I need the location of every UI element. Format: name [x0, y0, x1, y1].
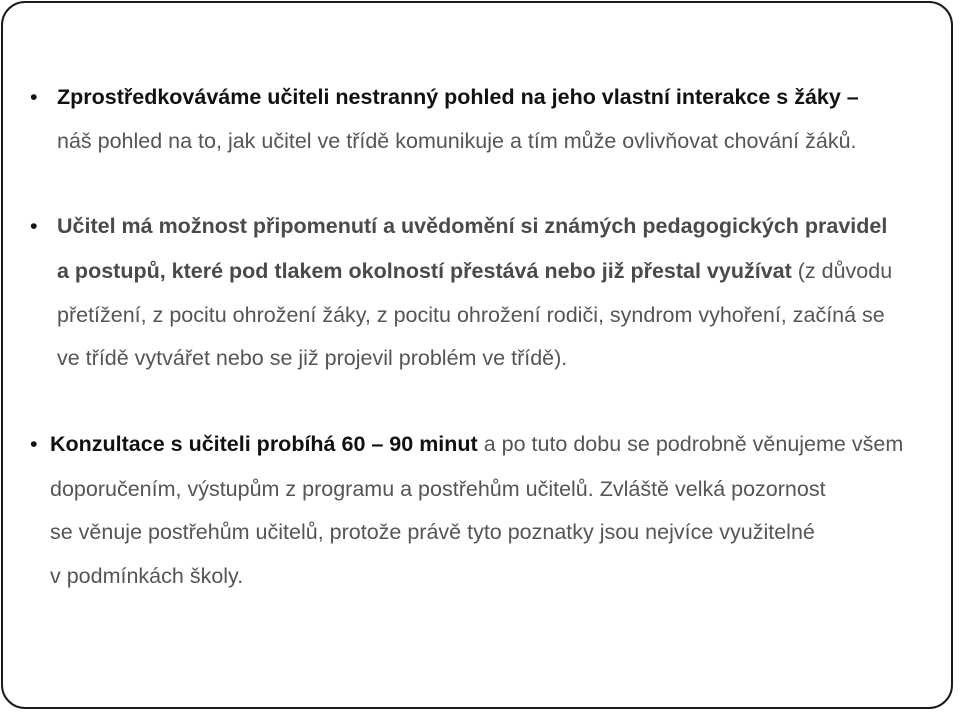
bullet2-line3: přetížení, z pocitu ohrožení žáky, z pocitu ohrožení rodiči, syndrom vyhoření, začíná se: [57, 303, 885, 327]
bullet3-line1-bold: Konzultace s učiteli probíhá 60 – 90 minut: [50, 432, 478, 456]
bullet2-line2-rest: (z důvodu: [791, 259, 893, 283]
bullet2-line2-bold: a postupů, které pod tlakem okolností přestává nebo již přestal využívat: [57, 259, 792, 283]
bullet2-line4: ve třídě vytvářet nebo se již projevil problém ve třídě).: [57, 346, 568, 370]
bullet-dot-1: •: [30, 85, 38, 109]
bullet1-line1: Zprostředkováváme učiteli nestranný pohled na jeho vlastní interakce s žáky –: [57, 85, 859, 109]
bullet1-line2: náš pohled na to, jak učitel ve třídě komunikuje a tím může ovlivňovat chování žáků.: [57, 129, 857, 153]
bullet3-line1: [50, 431, 903, 457]
bullet2-line1: Učitel má možnost připomenutí a uvědomění si známých pedagogických pravidel: [57, 214, 888, 238]
bullet2-line2: [57, 258, 892, 284]
bullet3-line1-rest: a po tuto dobu se podrobně věnujeme všem: [477, 432, 904, 456]
bullet3-line2: doporučením, výstupům z programu a postřehům učitelů. Zvláště velká pozornost: [50, 477, 826, 501]
bullet-dot-2: •: [30, 214, 38, 238]
bullet-dot-3: •: [30, 432, 38, 456]
bullet3-line3: se věnuje postřehům učitelů, protože právě tyto poznatky jsou nejvíce využitelné: [50, 520, 815, 544]
bullet3-line4: v podmínkách školy.: [50, 564, 244, 588]
